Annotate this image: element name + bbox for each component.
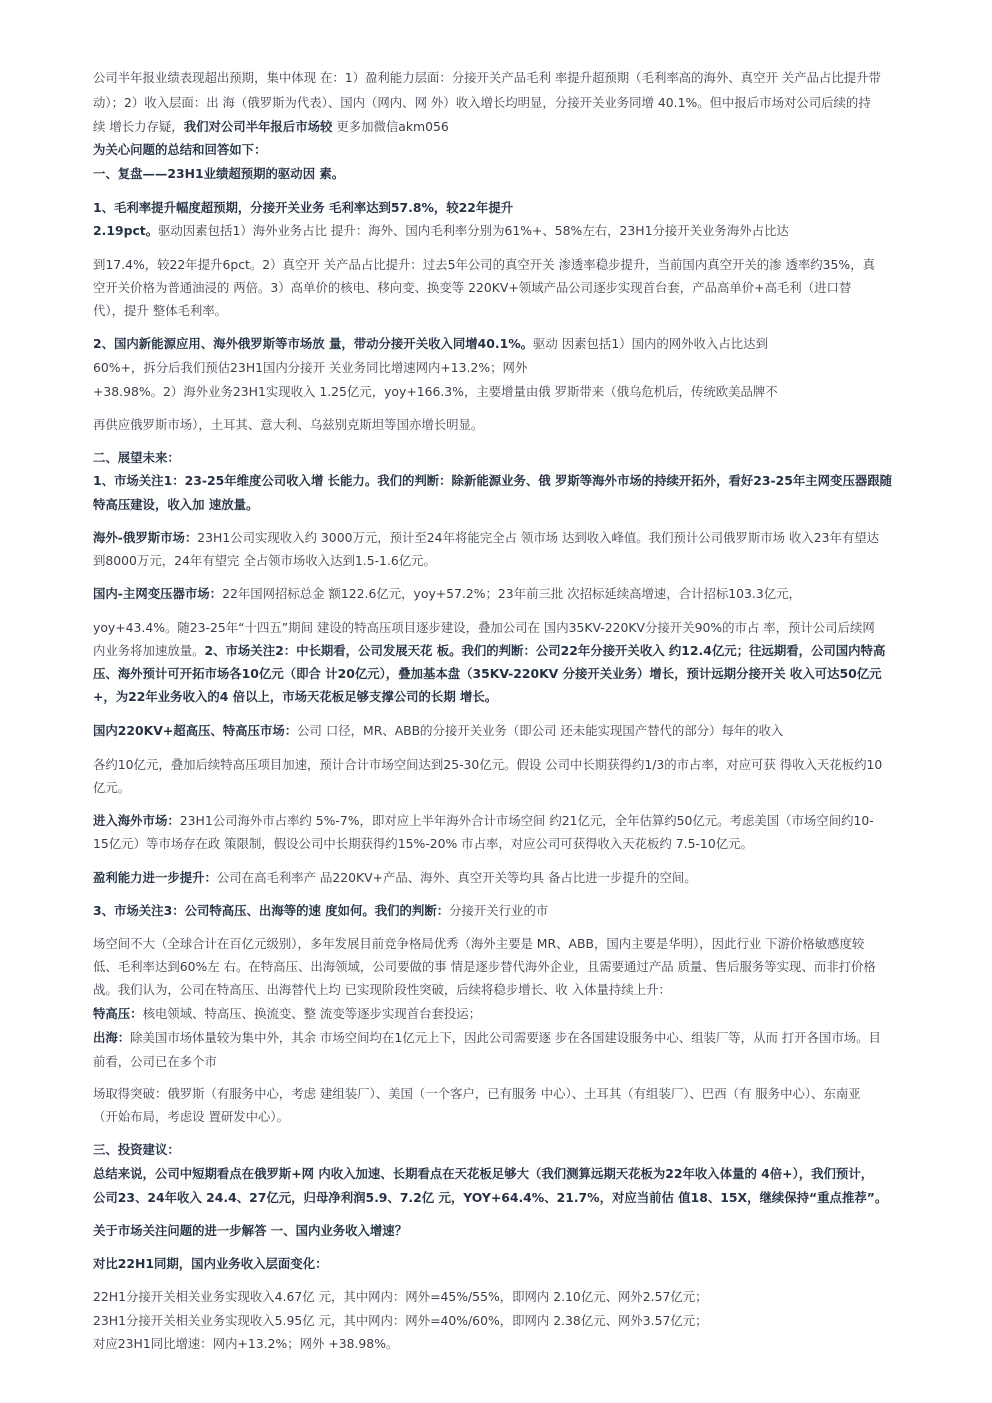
paragraph-line [93, 1053, 217, 1071]
paragraph-line [93, 869, 697, 887]
line-text: yoy+43.4%。随23-25年“十四五”期间 建设的特高压项目逐步建设，叠加公司在 国内35KV-220KV分接开关90%的市占 率，预计公司后续网 [93, 620, 875, 635]
line-bold-text: 出海： [93, 1030, 131, 1045]
line-text: 22H1分接开关相关业务实现收入4.67亿 元，其中网内：网外=45%/55%，即网内 2.10亿元、网外2.57亿元； [93, 1289, 708, 1304]
line-text: 15亿元）等市场存在政 策限制，假设公司中长期获得约15%-20% 市占率，对应公司可获得收入天花板约 7.5-10亿元。 [93, 836, 753, 851]
paragraph-line [93, 118, 449, 136]
line-text: +38.98%。2）海外业务23H1实现收入 1.25亿元，yoy+166.3%，主要增量由俄 罗斯带来（俄乌危机后，传统欧美品牌不 [93, 384, 778, 399]
paragraph-line [93, 1108, 289, 1126]
paragraph-line [93, 1085, 861, 1103]
section-heading [93, 449, 180, 467]
line-text: 公司 口径，MR、ABB的分接开关业务（即公司 还未能实现国产替代的部分）每年的收入 [297, 723, 784, 738]
paragraph-line [93, 1288, 708, 1306]
heading-text: 1、毛利率提升幅度超预期，分接开关业务 毛利率达到57.8%，较22年提升 [93, 200, 514, 215]
heading-text: 二、展望未来： [93, 450, 180, 465]
line-text: 亿元。 [93, 780, 131, 795]
line-text: 内业务将加速放量。 [93, 643, 205, 658]
section-heading [93, 165, 344, 183]
paragraph-line [93, 1165, 873, 1183]
paragraph-line [93, 94, 871, 112]
line-bold-text: 国内-主网变压器市场： [93, 586, 223, 601]
paragraph-line [93, 1335, 398, 1353]
paragraph-line [93, 688, 497, 706]
paragraph-line [93, 279, 851, 297]
line-text: 驱动 因素包括1）国内的网外收入占比达到 [533, 336, 768, 351]
paragraph-line [93, 1005, 481, 1023]
line-text: 场空间不大（全球合计在百亿元级别），多年发展目前竞争格局优秀（海外主要是 MR、ABB，国内主要是华明），因此行业 下游价格敏感度较 [93, 936, 865, 951]
line-bold-text: +，为22年业务收入的4 倍以上，市场天花板足够支撑公司的长期 增长。 [93, 689, 498, 704]
line-bold-text: 3、市场关注3：公司特高压、出海等的速 度如何。我们的判断： [93, 903, 450, 918]
line-text: 23H1分接开关相关业务实现收入5.95亿 元，其中网内：网外=40%/60%，即网内 2.38亿元、网外3.57亿元； [93, 1313, 708, 1328]
line-text: 除美国市场体量较为集中外，其余 市场空间均在1亿元上下，因此公司需要逐 步在各国建设服务中心、组装厂等，从而 打开各国市场。目 [130, 1030, 881, 1045]
line-bold-text: 2、国内新能源应用、海外俄罗斯等市场放 量，带动分接开关收入同增40.1%。 [93, 336, 534, 351]
paragraph-line [93, 981, 671, 999]
line-text: 60%+，拆分后我们预估23H1国内分接开 关业务同比增速网内+13.2%；网外 [93, 360, 528, 375]
paragraph-line [93, 416, 483, 434]
line-text: 场取得突破：俄罗斯（有服务中心，考虑 建组装厂）、美国（一个客户，已有服务 中心）、土耳其（有组装厂）、巴西（有 服务中心）、东南亚 [93, 1086, 861, 1101]
subsection-heading [93, 496, 258, 514]
paragraph-line [93, 383, 778, 401]
section-heading [93, 1141, 180, 1159]
heading-text: 对比22H1同期，国内业务收入层面变化： [93, 1256, 328, 1271]
heading-text: 特高压建设，收入加 速放量。 [93, 497, 259, 512]
paragraph-line [93, 1312, 708, 1330]
line-bold-text: 我们对公司半年报后市场较 [183, 119, 333, 134]
paragraph-line [93, 756, 882, 774]
line-text: 到8000万元，24年有望完 全占领市场收入达到1.5-1.6亿元。 [93, 553, 436, 568]
line-bold-text: 公司23、24年收入 24.4、27亿元，归母净利润5.9、7.2亿 元，YOY+64.4%、21.7%，对应当前估 值18、15X，继续保持“重点推荐”。 [93, 1190, 888, 1205]
line-text: 前看，公司已在多个市 [93, 1054, 217, 1069]
subsection-heading [93, 1255, 327, 1273]
line-text: 战。我们认为，公司在特高压、出海替代上均 已实现阶段性突破，后续将稳步增长、收 入体量持续上升： [93, 982, 671, 997]
heading-text: 一、复盘——23H1业绩超预期的驱动因 素。 [93, 166, 345, 181]
line-text: 对应23H1同比增速：网内+13.2%；网外 +38.98%。 [93, 1336, 399, 1351]
paragraph-line [93, 1189, 887, 1207]
line-bold-text: 2、市场关注2：中长期看，公司发展天花 板。我们的判断：公司22年分接开关收入 约12.4亿元；往远期看，公司国内特高 [204, 643, 886, 658]
line-bold-text: 进入海外市场： [93, 813, 180, 828]
line-text: 低、毛利率达到60%左 右。在特高压、出海领域，公司要做的事 情是逐步替代海外企业，且需要通过产品 质量、售后服务等实现、而非打价格 [93, 959, 876, 974]
heading-text: 三、投资建议： [93, 1142, 180, 1157]
paragraph-line [93, 69, 881, 87]
line-bold-text: 总结来说，公司中短期看点在俄罗斯+网 内收入加速、长期看点在天花板足够大（我们测算远期天花板为22年收入体量的 4倍+），我们预计， [93, 1166, 874, 1181]
paragraph-line [93, 958, 876, 976]
paragraph-line [93, 256, 875, 274]
subsection-heading [93, 472, 892, 490]
heading-text: 关于市场关注问题的进一步解答 一、国内业务收入增速？ [93, 1223, 408, 1238]
line-bold-text: 压、海外预计可开拓市场各10亿元（即合 计20亿元），叠加基本盘（35KV-220KV 分接开关业务）增长，预计远期分接开关 收入可达50亿元 [93, 666, 882, 681]
line-text: 公司在高毛利率产 品220KV+产品、海外、真空开关等均具 备占比进一步提升的空间。 [216, 870, 697, 885]
paragraph-line [93, 359, 527, 377]
line-text: 续 增长力存疑， [93, 119, 184, 134]
line-bold-text: 盈利能力进一步提升： [93, 870, 217, 885]
line-bold-text: 特高压： [93, 1006, 143, 1021]
line-text: （开始布局，考虑设 置研发中心）。 [93, 1109, 289, 1124]
paragraph-line [93, 722, 783, 740]
paragraph-line [93, 1029, 881, 1047]
line-text: 23H1公司海外市占率约 5%-7%，即对应上半年海外合计市场空间 约21亿元，全年估算约50亿元。考虑美国（市场空间约10- [179, 813, 874, 828]
paragraph-line [93, 552, 436, 570]
heading-text: 为关心问题的总结和回答如下： [93, 142, 267, 157]
paragraph-line [93, 222, 789, 240]
line-text: 分接开关行业的市 [449, 903, 549, 918]
subsection-heading [93, 199, 513, 217]
line-text: 公司半年报业绩表现超出预期，集中体现 在：1）盈利能力层面：分接开关产品毛利 率提升超预期（毛利率高的海外、真空开 关产品占比提升带 [93, 70, 881, 85]
paragraph-line [93, 619, 875, 637]
paragraph-line [93, 935, 864, 953]
line-bold-text: 海外-俄罗斯市场： [93, 530, 198, 545]
line-text: 动）；2）收入层面：出 海（俄罗斯为代表）、国内（网内、网 外）收入增长均明显，分接开关业务同增 40.1%。但中报后市场对公司后续的持 [93, 95, 871, 110]
section-heading [93, 141, 266, 159]
paragraph-line [93, 812, 874, 830]
line-bold-text: 国内220KV+超高压、特高压市场： [93, 723, 298, 738]
line-text: 核电领域、特高压、换流变、整 流变等逐步实现首台套投运； [142, 1006, 482, 1021]
paragraph-line [93, 642, 885, 660]
line-text: 22年国网招标总金 额122.6亿元，yoy+57.2%；23年前三批 次招标延续高增速，合计招标103.3亿元， [222, 586, 801, 601]
paragraph-line [93, 665, 882, 683]
line-text: 代），提升 整体毛利率。 [93, 303, 228, 318]
line-text: 驱动因素包括1）海外业务占比 提升：海外、国内毛利率分别为61%+、58%左右，23H1分接开关业务海外占比达 [158, 223, 789, 238]
line-bold-text: 2.19pct。 [93, 223, 159, 238]
line-text: 更多加微信akm056 [332, 119, 449, 134]
heading-text: 1、市场关注1：23-25年维度公司收入增 长能力。我们的判断：除新能源业务、俄 罗斯等海外市场的持续开拓外，看好23-25年主网变压器跟随 [93, 473, 893, 488]
section-heading [93, 1222, 407, 1240]
paragraph-line [93, 779, 130, 797]
paragraph-line [93, 585, 801, 603]
line-text: 到17.4%，较22年提升6pct。2）真空开 关产品占比提升：过去5年公司的真空开关 渗透率稳步提升，当前国内真空开关的渗 透率约35%，真 [93, 257, 875, 272]
paragraph-line [93, 835, 753, 853]
paragraph-line [93, 302, 227, 320]
paragraph-line [93, 902, 548, 920]
line-text: 空开关价格为普通油浸的 两倍。3）高单价的核电、移向变、换变等 220KV+领域产品公司逐步实现首台套，产品高单价+高毛利（进口替 [93, 280, 852, 295]
line-text: 再供应俄罗斯市场），土耳其、意大利、乌兹别克斯坦等国亦增长明显。 [93, 417, 484, 432]
paragraph-line [93, 335, 768, 353]
paragraph-line [93, 529, 879, 547]
line-text: 各约10亿元，叠加后续特高压项目加速，预计合计市场空间达到25-30亿元。假设 公司中长期获得约1/3的市占率，对应可获 得收入天花板约10 [93, 757, 883, 772]
line-text: 23H1公司实现收入约 3000万元，预计至24年将能完全占 领市场 达到收入峰值。我们预计公司俄罗斯市场 收入23年有望达 [197, 530, 880, 545]
